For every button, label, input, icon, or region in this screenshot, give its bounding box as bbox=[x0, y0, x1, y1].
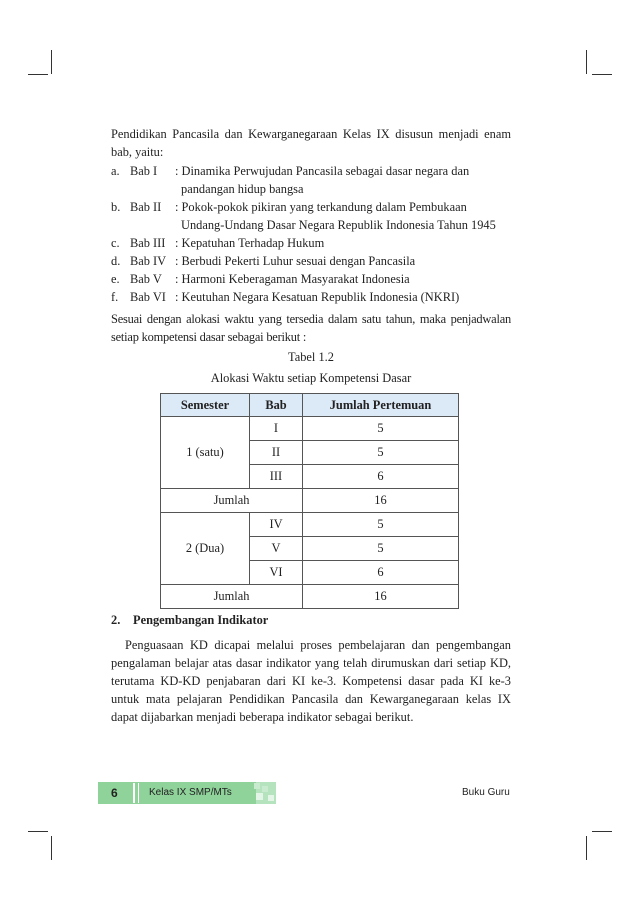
crop-mark bbox=[28, 831, 48, 832]
chapter-item bbox=[111, 270, 521, 288]
crop-mark bbox=[51, 50, 52, 74]
chapter-desc: : Berbudi Pekerti Luhur sesuai dengan Pancasila bbox=[175, 254, 416, 268]
count-cell: 6 bbox=[303, 561, 459, 585]
section-title: Pengembangan Indikator bbox=[133, 613, 269, 627]
chapter-letter: e. bbox=[111, 272, 120, 286]
intro-paragraph: Pendidikan Pancasila dan Kewarganegaraan Kelas IX disusun menjadi enam bab, yaitu: bbox=[111, 127, 511, 159]
chapter-letter: d. bbox=[111, 254, 121, 268]
allocation-paragraph: Sesuai dengan alokasi waktu yang tersedia dalam satu tahun, maka penjadwalan setiap kompetensi dasar sebagai berikut : bbox=[111, 312, 511, 344]
chapter-desc: : Keutuhan Negara Kesatuan Republik Indonesia (NKRI) bbox=[175, 290, 460, 304]
total-label-cell: Jumlah bbox=[161, 489, 303, 513]
header-semester: Semester bbox=[161, 394, 250, 417]
bab-cell: II bbox=[250, 441, 303, 465]
chapter-item bbox=[111, 162, 521, 198]
chapter-item bbox=[111, 198, 521, 234]
chapter-desc: : Kepatuhan Terhadap Hukum bbox=[175, 236, 325, 250]
chapter-letter: c. bbox=[111, 236, 120, 250]
footer-decor-square bbox=[262, 786, 268, 792]
chapter-desc: : Pokok-pokok pikiran yang terkandung dalam Pembukaan bbox=[175, 200, 467, 214]
chapter-letter: f. bbox=[111, 290, 119, 304]
footer-decor-square bbox=[256, 793, 263, 800]
semester-cell: 2 (Dua) bbox=[161, 513, 250, 585]
table-header-row bbox=[161, 394, 459, 417]
crop-mark bbox=[592, 74, 612, 75]
footer-decor-square bbox=[254, 783, 260, 789]
bab-cell: I bbox=[250, 417, 303, 441]
total-label-cell: Jumlah bbox=[161, 585, 303, 609]
footer-divider bbox=[133, 783, 135, 803]
allocation-table bbox=[160, 393, 459, 609]
bab-cell: III bbox=[250, 465, 303, 489]
chapter-letter: a. bbox=[111, 164, 120, 178]
header-meetings: Jumlah Pertemuan bbox=[303, 394, 459, 417]
chapter-item bbox=[111, 252, 521, 270]
chapter-bab: Bab VI bbox=[130, 290, 166, 304]
table-total-row bbox=[161, 489, 459, 513]
table-row bbox=[161, 417, 459, 441]
section-number: 2. bbox=[111, 613, 121, 627]
header-bab: Bab bbox=[250, 394, 303, 417]
total-cell: 16 bbox=[303, 489, 459, 513]
page-number: 6 bbox=[111, 786, 118, 800]
section-heading bbox=[111, 613, 268, 628]
footer-guide-label: Buku Guru bbox=[462, 787, 510, 798]
count-cell: 5 bbox=[303, 441, 459, 465]
table-caption: Tabel 1.2 bbox=[288, 350, 334, 364]
chapter-item bbox=[111, 234, 521, 252]
chapter-bab: Bab IV bbox=[130, 254, 167, 268]
table-row bbox=[161, 513, 459, 537]
bab-cell: V bbox=[250, 537, 303, 561]
footer-divider bbox=[138, 783, 139, 803]
table-total-row bbox=[161, 585, 459, 609]
semester-cell: 1 (satu) bbox=[161, 417, 250, 489]
chapter-desc: : Harmoni Keberagaman Masyarakat Indonesia bbox=[175, 272, 410, 286]
chapter-desc-cont: Undang-Undang Dasar Negara Republik Indonesia Tahun 1945 bbox=[181, 218, 496, 232]
total-cell: 16 bbox=[303, 585, 459, 609]
chapter-bab: Bab II bbox=[130, 200, 162, 214]
crop-mark bbox=[592, 831, 612, 832]
chapter-letter: b. bbox=[111, 200, 121, 214]
footer-decor-square bbox=[268, 795, 274, 801]
bab-cell: VI bbox=[250, 561, 303, 585]
count-cell: 5 bbox=[303, 537, 459, 561]
count-cell: 5 bbox=[303, 417, 459, 441]
chapter-desc: : Dinamika Perwujudan Pancasila sebagai dasar negara dan bbox=[175, 164, 470, 178]
footer-book-title: Kelas IX SMP/MTs bbox=[149, 787, 232, 798]
section-paragraph: Penguasaan KD dicapai melalui proses pembelajaran dan pengembangan pengalaman belajar atas dasar indikator yang telah dirumuskan dari setiap KD, terutama KD-KD penjabaran dari KI ke-3. Kompetensi dasar pada KI ke-3 untuk mata pelajaran Pendidikan Pancasila dan Kewarganegaraan kelas IX dapat dijabarkan menjadi beberapa indikator sebagai berikut. bbox=[111, 638, 511, 724]
crop-mark bbox=[28, 74, 48, 75]
crop-mark bbox=[586, 50, 587, 74]
count-cell: 5 bbox=[303, 513, 459, 537]
crop-mark bbox=[51, 836, 52, 860]
chapter-bab: Bab I bbox=[130, 164, 158, 178]
crop-mark bbox=[586, 836, 587, 860]
count-cell: 6 bbox=[303, 465, 459, 489]
chapter-bab: Bab V bbox=[130, 272, 162, 286]
chapter-desc-cont: pandangan hidup bangsa bbox=[181, 182, 304, 196]
table-title: Alokasi Waktu setiap Kompetensi Dasar bbox=[210, 371, 412, 385]
chapter-bab: Bab III bbox=[130, 236, 166, 250]
bab-cell: IV bbox=[250, 513, 303, 537]
chapter-item bbox=[111, 288, 521, 306]
